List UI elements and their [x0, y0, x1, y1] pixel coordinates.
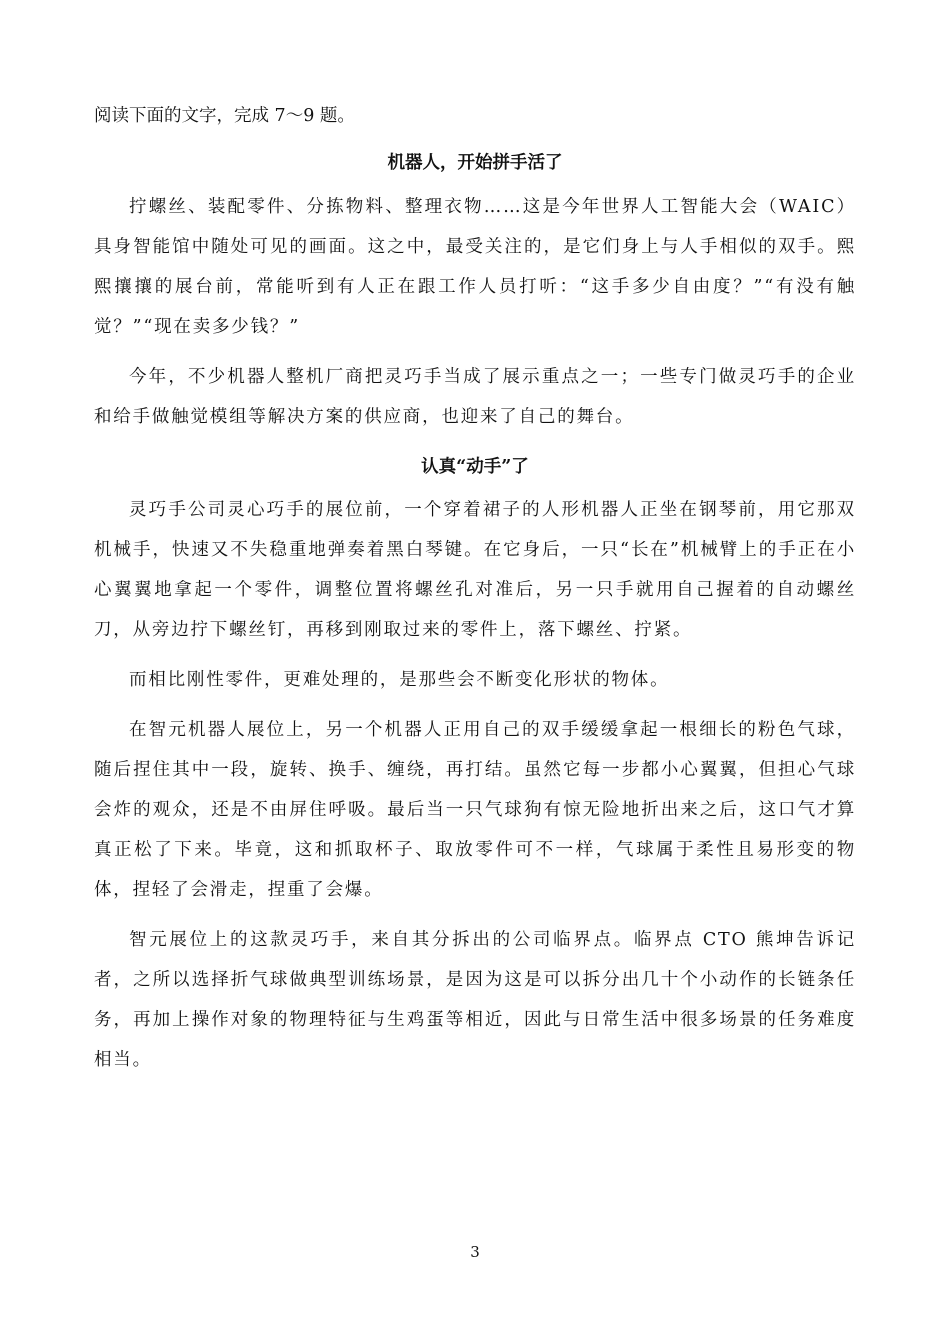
paragraph: 拧螺丝、装配零件、分拣物料、整理衣物……这是今年世界人工智能大会（WAIC）具身智能馆中随处可见的画面。这之中，最受关注的，是它们身上与人手相似的双手。熙熙攘攘的展台前，常能听到有人正在跟工作人员打听：“这手多少自由度？”“有没有触觉？”“现在卖多少钱？” [94, 197, 856, 337]
section-heading: 认真“动手”了 [421, 457, 529, 477]
paragraph: 今年，不少机器人整机厂商把灵巧手当成了展示重点之一；一些专门做灵巧手的企业和给手做触觉模组等解决方案的供应商，也迎来了自己的舞台。 [94, 367, 856, 427]
paragraph: 而相比刚性零件，更难处理的，是那些会不断变化形状的物体。 [129, 670, 670, 690]
article-title: 机器人，开始拼手活了 [387, 153, 563, 173]
paragraph: 在智元机器人展位上，另一个机器人正用自己的双手缓缓拿起一根细长的粉色气球，随后捏住其中一段，旋转、换手、缠绕，再打结。虽然它每一步都小心翼翼，但担心气球会炸的观众，还是不由屏住呼吸。最后当一只气球狗有惊无险地折出来之后，这口气才算真正松了下来。毕竟，这和抓取杯子、取放零件可不一样，气球属于柔性且易形变的物体，捏轻了会滑走，捏重了会爆。 [94, 720, 856, 900]
page-number: 3 [470, 1243, 480, 1261]
paragraph: 智元展位上的这款灵巧手，来自其分拆出的公司临界点。临界点 CTO 熊坤告诉记者，之所以选择折气球做典型训练场景，是因为这是可以拆分出几十个小动作的长链条任务，再加上操作对象的物理特征与生鸡蛋等相近，因此与日常生活中很多场景的任务难度相当。 [94, 930, 856, 1070]
document-page [94, 96, 856, 1090]
paragraph: 灵巧手公司灵心巧手的展位前，一个穿着裙子的人形机器人正坐在钢琴前，用它那双机械手，快速又不失稳重地弹奏着黑白琴键。在它身后，一只“长在”机械臂上的手正在小心翼翼地拿起一个零件，调整位置将螺丝孔对准后，另一只手就用自己握着的自动螺丝刀，从旁边拧下螺丝钉，再移到刚取过来的零件上，落下螺丝、拧紧。 [94, 500, 856, 640]
intro-instruction: 阅读下面的文字，完成 7～9 题。 [94, 106, 355, 126]
